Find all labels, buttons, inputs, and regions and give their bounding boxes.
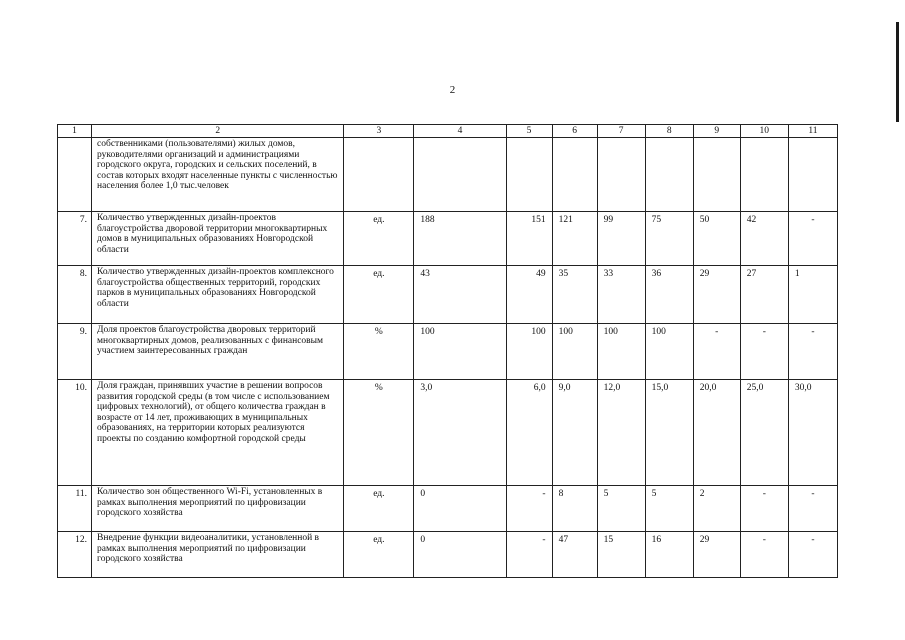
value-cell: 43 [414, 266, 506, 324]
value-cell: 36 [645, 266, 693, 324]
value-cell [693, 138, 740, 212]
value-cell: 8 [552, 486, 597, 532]
value-cell: 188 [414, 212, 506, 266]
table-row [58, 212, 838, 266]
header-cell: 4 [414, 125, 506, 138]
value-cell: 99 [597, 212, 645, 266]
header-cell: 11 [788, 125, 837, 138]
value-cell: 6,0 [506, 380, 552, 486]
value-cell: 15 [597, 532, 645, 578]
page-edge-mark [896, 22, 899, 122]
value-cell: 100 [597, 324, 645, 380]
indicators-table [57, 124, 838, 578]
value-cell: 49 [506, 266, 552, 324]
value-cell: - [693, 324, 740, 380]
value-cell: 100 [506, 324, 552, 380]
value-cell: 100 [552, 324, 597, 380]
row-number-cell: 12. [58, 532, 92, 578]
value-cell: 100 [414, 324, 506, 380]
value-cell: 33 [597, 266, 645, 324]
value-cell: 29 [693, 266, 740, 324]
value-cell [552, 138, 597, 212]
row-number-cell: 8. [58, 266, 92, 324]
value-cell: 15,0 [645, 380, 693, 486]
table-row [58, 532, 838, 578]
unit-cell [344, 138, 414, 212]
row-number-cell: 9. [58, 324, 92, 380]
value-cell [645, 138, 693, 212]
unit-cell: ед. [344, 212, 414, 266]
unit-cell: ед. [344, 486, 414, 532]
value-cell: 29 [693, 532, 740, 578]
value-cell: 12,0 [597, 380, 645, 486]
value-cell: 121 [552, 212, 597, 266]
value-cell: 50 [693, 212, 740, 266]
table-row [58, 266, 838, 324]
value-cell: 5 [597, 486, 645, 532]
row-number-cell: 10. [58, 380, 92, 486]
indicator-name-cell: Количество утвержденных дизайн-проектов комплексного благоустройства общественных территорий, городских парков в муниципальных образованиях Новгородской области [92, 266, 344, 324]
unit-cell: % [344, 380, 414, 486]
value-cell [414, 138, 506, 212]
value-cell: - [788, 324, 837, 380]
table-row [58, 486, 838, 532]
value-cell: 1 [788, 266, 837, 324]
header-cell: 8 [645, 125, 693, 138]
unit-cell: % [344, 324, 414, 380]
table-row [58, 380, 838, 486]
value-cell: 16 [645, 532, 693, 578]
value-cell: 0 [414, 486, 506, 532]
header-cell: 6 [552, 125, 597, 138]
header-cell: 2 [92, 125, 344, 138]
unit-cell: ед. [344, 266, 414, 324]
row-number-cell: 11. [58, 486, 92, 532]
page-number: 2 [449, 84, 456, 96]
indicator-name-cell: Количество зон общественного Wi-Fi, установленных в рамках выполнения мероприятий по цифровизации городского хозяйства [92, 486, 344, 532]
value-cell: 47 [552, 532, 597, 578]
value-cell: 3,0 [414, 380, 506, 486]
value-cell: - [788, 486, 837, 532]
value-cell: 42 [740, 212, 788, 266]
header-cell: 3 [344, 125, 414, 138]
value-cell [597, 138, 645, 212]
indicator-name-cell: Внедрение функции видеоаналитики, установленной в рамках выполнения мероприятий по цифровизации городского хозяйства [92, 532, 344, 578]
value-cell: 100 [645, 324, 693, 380]
header-cell: 9 [693, 125, 740, 138]
value-cell: - [506, 486, 552, 532]
row-number-cell [58, 138, 92, 212]
header-cell: 5 [506, 125, 552, 138]
value-cell: 5 [645, 486, 693, 532]
value-cell: 35 [552, 266, 597, 324]
unit-cell: ед. [344, 532, 414, 578]
indicator-name-cell: Количество утвержденных дизайн-проектов благоустройства дворовой территории многоквартирных домов в муниципальных образованиях Новгородской области [92, 212, 344, 266]
value-cell: 151 [506, 212, 552, 266]
row-number-cell: 7. [58, 212, 92, 266]
header-cell: 1 [58, 125, 92, 138]
value-cell: - [740, 486, 788, 532]
table-row [58, 138, 838, 212]
indicator-name-cell: Доля проектов благоустройства дворовых территорий многоквартирных домов, реализованных с финансовым участием заинтересованных граждан [92, 324, 344, 380]
value-cell: 9,0 [552, 380, 597, 486]
indicator-name-cell: Доля граждан, принявших участие в решении вопросов развития городской среды (в том числе с использованием цифровых технологий), от общего количества граждан в возрасте от 14 лет, проживающих в муниципальных образованиях, на территории которых реализуются проекты по созданию комфортной городской среды [92, 380, 344, 486]
value-cell [788, 138, 837, 212]
header-cell: 7 [597, 125, 645, 138]
value-cell: 27 [740, 266, 788, 324]
value-cell: 75 [645, 212, 693, 266]
value-cell [740, 138, 788, 212]
header-cell: 10 [740, 125, 788, 138]
value-cell: - [788, 212, 837, 266]
indicator-name-cell: собственниками (пользователями) жилых домов, руководителями организаций и администрациями городского округа, городских и сельских поселений, в состав которых входят населенные пункты с численностью населения более 1,0 тыс.человек [92, 138, 344, 212]
value-cell: 2 [693, 486, 740, 532]
table-header-row [58, 125, 838, 138]
value-cell: 0 [414, 532, 506, 578]
value-cell: - [740, 324, 788, 380]
value-cell: 25,0 [740, 380, 788, 486]
value-cell [506, 138, 552, 212]
value-cell: - [788, 532, 837, 578]
value-cell: - [506, 532, 552, 578]
table-row [58, 324, 838, 380]
value-cell: 20,0 [693, 380, 740, 486]
value-cell: - [740, 532, 788, 578]
value-cell: 30,0 [788, 380, 837, 486]
